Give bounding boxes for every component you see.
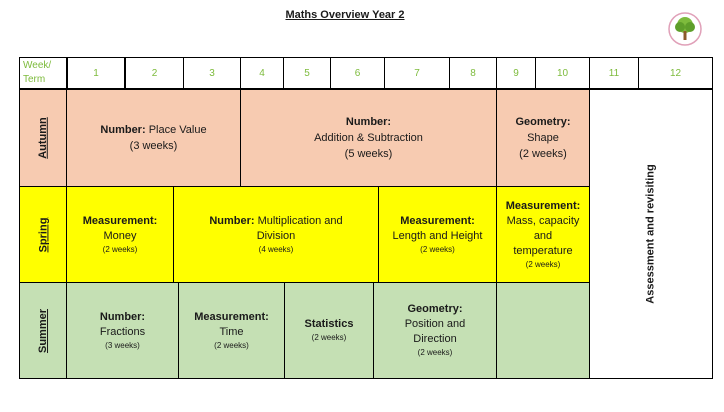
topic-duration: (2 weeks) (214, 340, 249, 350)
week-header-10: 10 (535, 57, 590, 89)
topic-name-line3: and (533, 229, 553, 242)
page-title: Maths Overview Year 2 (285, 9, 405, 21)
topic-duration: (5 weeks) (344, 148, 393, 160)
topic-name: Multiplication and (254, 214, 343, 227)
spring-multiplication-division-cell (173, 186, 379, 283)
week-header-5: 5 (283, 57, 331, 89)
summer-statistics-cell (284, 282, 374, 379)
topic-strand: Statistics (304, 318, 354, 330)
summer-fractions-cell (66, 282, 179, 379)
topic-strand: Number: (99, 310, 146, 323)
topic-strand: Number: (209, 214, 255, 227)
autumn-place-value-cell (66, 89, 241, 187)
week-header-6: 6 (330, 57, 385, 89)
term-spring (19, 186, 67, 283)
summer-empty-cell (496, 282, 590, 379)
topic-duration: (2 weeks) (519, 148, 567, 160)
topic-name: Mass, capacity (506, 214, 580, 227)
autumn-addition-subtraction-cell (240, 89, 497, 187)
term-autumn (19, 89, 67, 187)
topic-duration: (2 weeks) (420, 244, 455, 254)
topic-duration: (3 weeks) (105, 340, 140, 350)
week-header-2: 2 (125, 57, 184, 89)
topic-name: Addition & Subtraction (314, 132, 423, 144)
term-spring-label: Spring (37, 217, 49, 252)
week-header-4: 4 (240, 57, 284, 89)
week-header-8: 8 (449, 57, 497, 89)
week-term-header (19, 57, 67, 89)
assessment-column (589, 89, 713, 379)
topic-name: Time (219, 325, 244, 338)
topic-name: Length and Height (392, 229, 483, 242)
term-autumn-label: Autumn (36, 117, 49, 159)
week-header-3: 3 (183, 57, 241, 89)
topic-name: Money (103, 229, 137, 242)
week-term-label: Week/ Term (23, 60, 52, 85)
topic-duration: (4 weeks) (258, 244, 294, 254)
topic-duration: (2 weeks) (525, 259, 561, 269)
topic-strand: Number: (100, 124, 146, 136)
week-header-9: 9 (496, 57, 536, 89)
week-header-12: 12 (638, 57, 713, 89)
topic-name: Fractions (99, 325, 146, 338)
topic-strand: Measurement: (82, 214, 158, 227)
topic-strand: Number: (345, 116, 392, 128)
term-summer-label: Summer (37, 308, 49, 353)
topic-duration: (2 weeks) (417, 348, 453, 357)
topic-strand: Measurement: (194, 310, 269, 323)
topic-strand: Geometry: (407, 303, 463, 315)
week-header-7: 7 (384, 57, 450, 89)
assessment-label: Assessment and revisiting (645, 164, 658, 304)
topic-strand: Measurement: (505, 199, 581, 212)
tree-logo-icon (668, 12, 702, 46)
topic-strand: Geometry: (515, 116, 571, 128)
week-header-11: 11 (589, 57, 639, 89)
term-summer (19, 282, 67, 379)
spring-mass-capacity-cell (496, 186, 590, 283)
topic-strand: Measurement: (400, 214, 475, 227)
spring-money-cell (66, 186, 174, 283)
topic-name: Position and (404, 318, 466, 330)
spring-length-height-cell (378, 186, 497, 283)
topic-name-line3: Direction (413, 333, 457, 345)
summer-position-direction-cell (373, 282, 497, 379)
topic-duration: (2 weeks) (311, 333, 347, 342)
summer-time-cell (178, 282, 285, 379)
autumn-shape-cell (496, 89, 590, 187)
topic-duration: (2 weeks) (102, 244, 138, 254)
topic-name-line2: Division (256, 229, 296, 242)
topic-name: Place Value (145, 124, 207, 136)
week-header-1: 1 (67, 57, 125, 89)
topic-duration: (3 weeks) (129, 140, 178, 152)
topic-name-line4: temperature (513, 244, 573, 257)
topic-name: Shape (527, 132, 559, 144)
